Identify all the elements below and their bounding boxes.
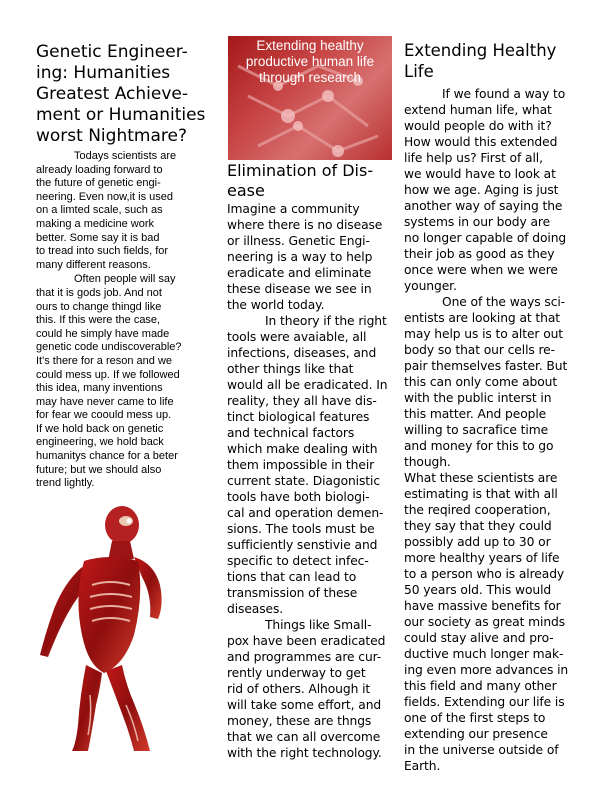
- text-line: extend human life, what: [404, 103, 552, 117]
- text-line: with the right technology.: [227, 746, 382, 760]
- left-paragraph-1: [36, 150, 216, 272]
- title-line: ing: Humanities: [36, 63, 171, 83]
- text-line: specific to detect infec-: [227, 554, 369, 568]
- text-line: would people do with it?: [404, 119, 552, 133]
- text-line: cal and operation demen-: [227, 506, 384, 520]
- text-line: and technical factors: [227, 426, 355, 440]
- caption-line: productive human life: [245, 54, 375, 69]
- banner-image: [228, 36, 392, 160]
- right-paragraph-3: [404, 470, 580, 774]
- text-line: life help us? First of all,: [404, 151, 543, 165]
- text-line: would all be eradicated. In: [227, 378, 388, 392]
- text-line: many different reasons.: [36, 258, 151, 271]
- text-line: them impossible in their: [227, 458, 375, 472]
- text-line: though.: [404, 455, 451, 469]
- right-column: [404, 40, 580, 774]
- text-line: or illness. Genetic Engi-: [227, 234, 370, 248]
- text-line: once were when we were: [404, 263, 558, 277]
- text-line: to tread into such fields, for: [36, 245, 169, 258]
- text-line: where there is no disease: [227, 218, 383, 232]
- text-line: 50 years old. This would: [404, 583, 552, 597]
- text-line: engineering, we hold back: [36, 436, 164, 449]
- text-line: the future of genetic engi-: [36, 177, 161, 190]
- text-line: systems in our body are: [404, 215, 551, 229]
- text-line: genetic code undiscoverable?: [36, 341, 182, 354]
- text-line: If we hold back on genetic: [36, 422, 164, 435]
- text-line: could stay alive and pro-: [404, 631, 554, 645]
- text-line: reality, they all have dis-: [227, 394, 377, 408]
- text-line: could he simply have made: [36, 327, 170, 340]
- text-line: to a person who is already: [404, 567, 565, 581]
- text-line: infections, diseases, and: [227, 346, 377, 360]
- text-line: sions. The tools must be: [227, 522, 375, 536]
- text-line: this matter. And people: [404, 407, 547, 421]
- text-line: pair themselves faster. But: [404, 359, 568, 373]
- text-line: In theory if the right: [265, 314, 387, 328]
- text-line: neering is a way to help: [227, 250, 373, 264]
- text-line: Things like Small-: [265, 618, 372, 632]
- text-line: rid of others. Alhough it: [227, 682, 371, 696]
- text-line: with the public interst in: [404, 391, 552, 405]
- middle-paragraph-1: [227, 201, 393, 313]
- text-line: and programmes are cur-: [227, 650, 382, 664]
- text-line: they say that they could: [404, 519, 552, 533]
- text-line: What these scientists are: [404, 471, 558, 485]
- text-line: that it is gods job. And not: [36, 286, 162, 299]
- text-line: Todays scientists are: [74, 150, 177, 162]
- text-line: It's there for a reson and we: [36, 354, 173, 367]
- text-line: possibly add up to 30 or: [404, 535, 551, 549]
- text-line: sufficiently senstivie and: [227, 538, 378, 552]
- text-line: fields. Extending our life is: [404, 695, 565, 709]
- middle-paragraph-2: [227, 313, 393, 617]
- caption-line: through research: [258, 70, 362, 85]
- text-line: tions that can lead to: [227, 570, 357, 584]
- anatomy-figure-image: [34, 505, 164, 751]
- text-line: extending our presence: [404, 727, 548, 741]
- text-line: which make dealing with: [227, 442, 378, 456]
- text-line: how we age. Aging is just: [404, 183, 559, 197]
- section-title-elimination-of-disease: [227, 161, 393, 201]
- text-line: Often people will say: [74, 273, 176, 286]
- text-line: more healthy years of life: [404, 551, 560, 565]
- text-line: ductive much longer mak-: [404, 647, 564, 661]
- text-line: future; but we should also: [36, 463, 162, 476]
- text-line: these disease we see in: [227, 282, 372, 296]
- title-line: ease: [227, 181, 265, 200]
- text-line: have massive benefits for: [404, 599, 561, 613]
- right-paragraph-2: [404, 294, 580, 470]
- title-line: Greatest Achieve-: [36, 84, 189, 104]
- text-line: tinct biological features: [227, 410, 370, 424]
- text-line: Imagine a community: [227, 202, 360, 216]
- text-line: another way of saying the: [404, 199, 563, 213]
- text-line: the reqired cooperation,: [404, 503, 551, 517]
- text-line: one of the first steps to: [404, 711, 546, 725]
- left-column: [36, 42, 216, 491]
- text-line: rently underway to get: [227, 666, 366, 680]
- right-paragraph-1: [404, 86, 580, 294]
- text-line: tools were avaiable, all: [227, 330, 367, 344]
- text-line: will take some effort, and: [227, 698, 382, 712]
- title-line: worst Nightmare?: [36, 126, 187, 146]
- text-line: humanitys chance for a beter: [36, 450, 178, 463]
- title-line: Genetic Engineer-: [36, 42, 188, 62]
- text-line: for fear we coould mess up.: [36, 409, 172, 422]
- text-line: other things like that: [227, 362, 354, 376]
- text-line: no longer capable of doing: [404, 231, 567, 245]
- title-line: Elimination of Dis-: [227, 161, 374, 180]
- text-line: our society as great minds: [404, 615, 566, 629]
- title-line: Life: [404, 62, 434, 81]
- text-line: this. If this were the case,: [36, 314, 161, 327]
- text-line: this field and many other: [404, 679, 557, 693]
- text-line: may help us is to alter out: [404, 327, 564, 341]
- text-line: this can only come about: [404, 375, 558, 389]
- text-line: willing to sacrafice time: [404, 423, 549, 437]
- text-line: neering. Even now,it is used: [36, 190, 173, 203]
- section-title-extending-healthy-life: [404, 40, 580, 82]
- left-paragraph-2: [36, 273, 216, 491]
- text-line: How would this extended: [404, 135, 558, 149]
- text-line: on a limted scale, such as: [36, 204, 163, 217]
- text-line: ours to change thingd like: [36, 300, 162, 313]
- text-line: estimating is that with all: [404, 487, 558, 501]
- caption-line: Extending healthy: [256, 38, 364, 53]
- text-line: money, these are thngs: [227, 714, 372, 728]
- text-line: already loading forward to: [36, 163, 163, 176]
- text-line: body so that our cells re-: [404, 343, 555, 357]
- text-line: this idea, many inventions: [36, 382, 163, 395]
- banner-caption: [228, 38, 392, 86]
- text-line: the world today.: [227, 298, 325, 312]
- text-line: may have never came to life: [36, 395, 174, 408]
- text-line: and money for this to go: [404, 439, 554, 453]
- text-line: entists are looking at that: [404, 311, 560, 325]
- text-line: younger.: [404, 279, 457, 293]
- text-line: making a medicine work: [36, 217, 154, 230]
- title-line: ment or Humanities: [36, 105, 206, 125]
- text-line: transmission of these: [227, 586, 358, 600]
- text-line: their job as good as they: [404, 247, 555, 261]
- article-title-genetic-engineering: [36, 42, 216, 147]
- text-line: that we can all overcome: [227, 730, 381, 744]
- title-line: Extending Healthy: [404, 41, 557, 60]
- text-line: could mess up. If we followed: [36, 368, 180, 381]
- text-line: pox have been eradicated: [227, 634, 386, 648]
- middle-paragraph-3: [227, 617, 393, 761]
- text-line: current state. Diagonistic: [227, 474, 381, 488]
- text-line: better. Some say it is bad: [36, 231, 160, 244]
- text-line: we would have to look at: [404, 167, 556, 181]
- text-line: ing even more advances in: [404, 663, 569, 677]
- middle-column: [227, 161, 393, 761]
- text-line: If we found a way to: [442, 87, 566, 101]
- text-line: diseases.: [227, 602, 284, 616]
- text-line: trend lightly.: [36, 477, 95, 490]
- text-line: in the universe outside of: [404, 743, 559, 757]
- text-line: Earth.: [404, 759, 441, 773]
- text-line: One of the ways sci-: [442, 295, 566, 309]
- text-line: tools have both biologi-: [227, 490, 370, 504]
- text-line: eradicate and eliminate: [227, 266, 372, 280]
